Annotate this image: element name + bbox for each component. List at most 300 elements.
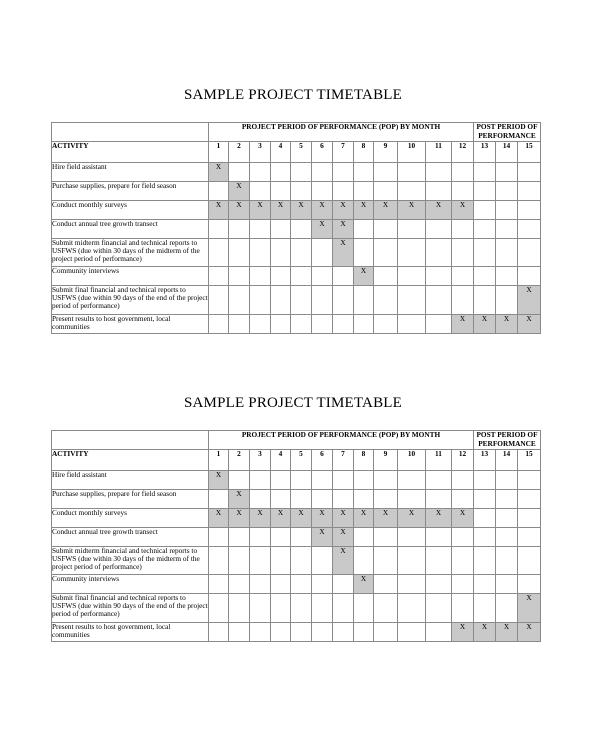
schedule-cell [291, 239, 312, 267]
schedule-cell [229, 471, 250, 490]
schedule-cell [474, 509, 496, 528]
schedule-cell [398, 528, 426, 547]
page-title: SAMPLE PROJECT TIMETABLE [183, 395, 403, 411]
schedule-cell [496, 490, 518, 509]
schedule-cell [426, 163, 452, 182]
schedule-cell [312, 547, 333, 575]
schedule-mark: X [229, 490, 250, 509]
schedule-cell [374, 528, 398, 547]
schedule-mark: X [374, 509, 398, 528]
schedule-cell [398, 575, 426, 594]
schedule-cell [291, 471, 312, 490]
schedule-cell [374, 182, 398, 201]
table-row [52, 239, 541, 267]
schedule-cell [474, 239, 496, 267]
schedule-cell [354, 315, 374, 334]
schedule-mark: X [452, 623, 474, 642]
post-period-header: POST PERIOD OF PERFORMANCE [474, 431, 541, 450]
month-number: 3 [250, 450, 271, 471]
schedule-cell [426, 490, 452, 509]
schedule-cell [250, 471, 271, 490]
schedule-cell [518, 471, 541, 490]
schedule-cell [271, 623, 291, 642]
header-blank-cell [52, 123, 209, 142]
schedule-cell [333, 182, 354, 201]
schedule-cell [333, 267, 354, 286]
timetable [51, 122, 541, 334]
schedule-mark: X [209, 163, 229, 182]
schedule-mark: X [354, 509, 374, 528]
month-number: 3 [250, 142, 271, 163]
month-number: 5 [291, 450, 312, 471]
schedule-cell [496, 575, 518, 594]
schedule-mark: X [452, 509, 474, 528]
table-row [52, 267, 541, 286]
schedule-cell [291, 315, 312, 334]
schedule-cell [312, 471, 333, 490]
schedule-cell [398, 267, 426, 286]
schedule-cell [229, 220, 250, 239]
schedule-cell [426, 623, 452, 642]
activity-label: Submit midterm financial and technical reports to USFWS (due within 30 days of the midterm of the project period of performance) [52, 239, 209, 267]
schedule-cell [250, 528, 271, 547]
schedule-cell [250, 182, 271, 201]
schedule-mark: X [312, 220, 333, 239]
schedule-mark: X [333, 201, 354, 220]
header-row [52, 431, 541, 450]
month-number: 15 [518, 450, 541, 471]
month-header-row [52, 450, 541, 471]
schedule-cell [229, 286, 250, 315]
schedule-cell [518, 547, 541, 575]
schedule-cell [474, 528, 496, 547]
schedule-mark: X [312, 509, 333, 528]
schedule-mark: X [354, 201, 374, 220]
schedule-cell [518, 575, 541, 594]
activity-label: Conduct monthly surveys [52, 509, 209, 528]
table-row [52, 201, 541, 220]
schedule-cell [209, 490, 229, 509]
schedule-cell [426, 182, 452, 201]
schedule-cell [271, 220, 291, 239]
schedule-cell [291, 163, 312, 182]
schedule-cell [229, 547, 250, 575]
month-number: 11 [426, 142, 452, 163]
schedule-cell [374, 623, 398, 642]
schedule-cell [374, 239, 398, 267]
schedule-mark: X [291, 509, 312, 528]
schedule-cell [250, 575, 271, 594]
schedule-mark: X [518, 315, 541, 334]
schedule-cell [398, 594, 426, 623]
schedule-cell [354, 547, 374, 575]
table-row [52, 547, 541, 575]
schedule-cell [496, 267, 518, 286]
schedule-mark: X [333, 239, 354, 267]
schedule-cell [398, 239, 426, 267]
schedule-cell [474, 267, 496, 286]
schedule-cell [452, 182, 474, 201]
activity-label: Submit final financial and technical reports to USFWS (due within 90 days of the end of the project period of performance) [52, 594, 209, 623]
month-number: 1 [209, 450, 229, 471]
month-number: 13 [474, 142, 496, 163]
month-number: 6 [312, 450, 333, 471]
schedule-cell [271, 490, 291, 509]
schedule-cell [312, 490, 333, 509]
schedule-mark: X [312, 201, 333, 220]
schedule-mark: X [250, 509, 271, 528]
schedule-cell [271, 163, 291, 182]
page-title: SAMPLE PROJECT TIMETABLE [183, 87, 403, 103]
schedule-mark: X [209, 509, 229, 528]
schedule-cell [452, 528, 474, 547]
table-row [52, 575, 541, 594]
schedule-cell [452, 163, 474, 182]
schedule-cell [398, 182, 426, 201]
schedule-cell [291, 286, 312, 315]
month-number: 2 [229, 450, 250, 471]
schedule-cell [398, 220, 426, 239]
schedule-cell [250, 547, 271, 575]
schedule-cell [518, 528, 541, 547]
month-number: 1 [209, 142, 229, 163]
schedule-cell [271, 575, 291, 594]
schedule-cell [291, 528, 312, 547]
schedule-cell [271, 182, 291, 201]
schedule-cell [209, 267, 229, 286]
month-number: 12 [452, 142, 474, 163]
schedule-cell [354, 528, 374, 547]
schedule-cell [250, 623, 271, 642]
schedule-mark: X [333, 509, 354, 528]
schedule-cell [250, 286, 271, 315]
schedule-cell [398, 490, 426, 509]
schedule-mark: X [271, 201, 291, 220]
schedule-cell [496, 471, 518, 490]
month-number: 13 [474, 450, 496, 471]
schedule-cell [374, 490, 398, 509]
activity-label: Purchase supplies, prepare for field season [52, 490, 209, 509]
month-number: 11 [426, 450, 452, 471]
schedule-cell [452, 286, 474, 315]
schedule-cell [312, 315, 333, 334]
timetable-section-1 [0, 87, 600, 347]
schedule-cell [229, 623, 250, 642]
month-number: 4 [271, 450, 291, 471]
schedule-cell [398, 163, 426, 182]
month-number: 10 [398, 142, 426, 163]
activity-label: Submit midterm financial and technical reports to USFWS (due within 30 days of the midterm of the project period of performance) [52, 547, 209, 575]
schedule-cell [518, 201, 541, 220]
schedule-cell [398, 623, 426, 642]
schedule-cell [291, 575, 312, 594]
schedule-cell [333, 471, 354, 490]
table-row [52, 528, 541, 547]
schedule-cell [271, 239, 291, 267]
schedule-cell [271, 547, 291, 575]
schedule-cell [209, 239, 229, 267]
schedule-mark: X [426, 509, 452, 528]
schedule-cell [333, 490, 354, 509]
schedule-cell [398, 286, 426, 315]
schedule-cell [209, 594, 229, 623]
activity-header: ACTIVITY [52, 142, 209, 163]
schedule-cell [229, 163, 250, 182]
table-row [52, 471, 541, 490]
month-number: 8 [354, 142, 374, 163]
schedule-cell [496, 509, 518, 528]
schedule-cell [354, 163, 374, 182]
schedule-cell [398, 315, 426, 334]
month-number: 7 [333, 142, 354, 163]
schedule-cell [452, 239, 474, 267]
table-row [52, 490, 541, 509]
month-header-row [52, 142, 541, 163]
schedule-mark: X [333, 547, 354, 575]
schedule-cell [250, 163, 271, 182]
header-row [52, 123, 541, 142]
month-number: 7 [333, 450, 354, 471]
activity-label: Present results to host government, local communities [52, 623, 209, 642]
schedule-cell [333, 594, 354, 623]
schedule-cell [496, 594, 518, 623]
schedule-cell [474, 182, 496, 201]
schedule-cell [312, 182, 333, 201]
schedule-mark: X [426, 201, 452, 220]
schedule-cell [354, 490, 374, 509]
schedule-cell [250, 315, 271, 334]
schedule-cell [474, 594, 496, 623]
schedule-mark: X [398, 509, 426, 528]
schedule-cell [496, 547, 518, 575]
post-period-header: POST PERIOD OF PERFORMANCE [474, 123, 541, 142]
schedule-mark: X [474, 623, 496, 642]
schedule-cell [354, 182, 374, 201]
table-row [52, 163, 541, 182]
schedule-cell [291, 623, 312, 642]
schedule-cell [271, 267, 291, 286]
schedule-cell [452, 575, 474, 594]
schedule-cell [271, 315, 291, 334]
schedule-cell [209, 528, 229, 547]
schedule-cell [474, 471, 496, 490]
schedule-cell [452, 594, 474, 623]
month-number: 8 [354, 450, 374, 471]
month-number: 12 [452, 450, 474, 471]
schedule-cell [291, 490, 312, 509]
schedule-cell [271, 594, 291, 623]
schedule-cell [518, 509, 541, 528]
schedule-cell [354, 471, 374, 490]
schedule-cell [518, 220, 541, 239]
schedule-cell [374, 575, 398, 594]
schedule-cell [426, 594, 452, 623]
month-number: 2 [229, 142, 250, 163]
schedule-cell [250, 594, 271, 623]
schedule-cell [354, 239, 374, 267]
schedule-cell [209, 182, 229, 201]
month-number: 6 [312, 142, 333, 163]
schedule-cell [426, 575, 452, 594]
schedule-cell [452, 471, 474, 490]
activity-label: Hire field assistant [52, 471, 209, 490]
schedule-mark: X [398, 201, 426, 220]
schedule-cell [333, 315, 354, 334]
activity-label: Community interviews [52, 575, 209, 594]
activity-label: Hire field assistant [52, 163, 209, 182]
schedule-cell [291, 547, 312, 575]
schedule-cell [426, 471, 452, 490]
month-number: 15 [518, 142, 541, 163]
schedule-cell [291, 267, 312, 286]
schedule-cell [496, 528, 518, 547]
schedule-cell [374, 220, 398, 239]
schedule-cell [229, 267, 250, 286]
month-number: 14 [496, 450, 518, 471]
schedule-cell [374, 315, 398, 334]
schedule-cell [229, 239, 250, 267]
schedule-cell [271, 528, 291, 547]
schedule-cell [426, 286, 452, 315]
schedule-cell [250, 267, 271, 286]
schedule-mark: X [518, 286, 541, 315]
schedule-cell [496, 201, 518, 220]
table-row [52, 182, 541, 201]
schedule-cell [474, 163, 496, 182]
schedule-cell [374, 267, 398, 286]
schedule-cell [452, 267, 474, 286]
schedule-cell [474, 575, 496, 594]
schedule-mark: X [374, 201, 398, 220]
schedule-cell [474, 220, 496, 239]
schedule-mark: X [229, 201, 250, 220]
schedule-cell [312, 163, 333, 182]
schedule-cell [452, 490, 474, 509]
activity-label: Conduct monthly surveys [52, 201, 209, 220]
schedule-cell [474, 547, 496, 575]
schedule-cell [209, 547, 229, 575]
schedule-mark: X [229, 182, 250, 201]
schedule-cell [452, 547, 474, 575]
schedule-cell [426, 528, 452, 547]
schedule-mark: X [496, 623, 518, 642]
schedule-mark: X [452, 315, 474, 334]
schedule-cell [426, 267, 452, 286]
timetable [51, 430, 541, 642]
schedule-cell [312, 286, 333, 315]
activity-label: Conduct annual tree growth transect [52, 528, 209, 547]
schedule-mark: X [452, 201, 474, 220]
schedule-mark: X [333, 528, 354, 547]
month-number: 9 [374, 450, 398, 471]
schedule-cell [354, 286, 374, 315]
table-row [52, 594, 541, 623]
schedule-cell [312, 267, 333, 286]
schedule-cell [209, 286, 229, 315]
schedule-cell [354, 623, 374, 642]
table-row [52, 509, 541, 528]
schedule-cell [374, 286, 398, 315]
schedule-cell [333, 163, 354, 182]
activity-label: Conduct annual tree growth transect [52, 220, 209, 239]
schedule-cell [271, 471, 291, 490]
schedule-cell [474, 286, 496, 315]
schedule-cell [398, 547, 426, 575]
schedule-cell [250, 220, 271, 239]
schedule-cell [426, 547, 452, 575]
schedule-cell [426, 220, 452, 239]
schedule-cell [426, 315, 452, 334]
schedule-mark: X [312, 528, 333, 547]
schedule-mark: X [271, 509, 291, 528]
table-row [52, 220, 541, 239]
schedule-cell [518, 163, 541, 182]
schedule-cell [518, 239, 541, 267]
schedule-cell [474, 201, 496, 220]
schedule-cell [374, 471, 398, 490]
schedule-mark: X [518, 594, 541, 623]
schedule-cell [518, 490, 541, 509]
schedule-mark: X [354, 267, 374, 286]
activity-header: ACTIVITY [52, 450, 209, 471]
schedule-cell [374, 547, 398, 575]
schedule-cell [452, 220, 474, 239]
schedule-cell [209, 315, 229, 334]
schedule-cell [291, 220, 312, 239]
schedule-cell [312, 623, 333, 642]
pop-header: PROJECT PERIOD OF PERFORMANCE (POP) BY MONTH [209, 123, 474, 142]
activity-label: Present results to host government, local communities [52, 315, 209, 334]
schedule-cell [426, 239, 452, 267]
schedule-cell [496, 220, 518, 239]
table-row [52, 315, 541, 334]
schedule-cell [333, 286, 354, 315]
activity-label: Purchase supplies, prepare for field season [52, 182, 209, 201]
schedule-cell [229, 528, 250, 547]
schedule-cell [496, 163, 518, 182]
header-blank-cell [52, 431, 209, 450]
schedule-cell [354, 594, 374, 623]
schedule-cell [333, 575, 354, 594]
table-row [52, 623, 541, 642]
month-number: 10 [398, 450, 426, 471]
schedule-cell [271, 286, 291, 315]
schedule-cell [209, 623, 229, 642]
schedule-cell [229, 575, 250, 594]
schedule-cell [398, 471, 426, 490]
activity-label: Submit final financial and technical reports to USFWS (due within 90 days of the end of the project period of performance) [52, 286, 209, 315]
schedule-mark: X [209, 201, 229, 220]
schedule-mark: X [518, 623, 541, 642]
schedule-cell [496, 286, 518, 315]
schedule-cell [209, 575, 229, 594]
schedule-cell [374, 594, 398, 623]
schedule-mark: X [474, 315, 496, 334]
schedule-mark: X [333, 220, 354, 239]
month-number: 4 [271, 142, 291, 163]
activity-label: Community interviews [52, 267, 209, 286]
month-number: 9 [374, 142, 398, 163]
schedule-cell [312, 594, 333, 623]
schedule-mark: X [354, 575, 374, 594]
schedule-cell [291, 594, 312, 623]
timetable-section-2 [0, 395, 600, 655]
month-number: 14 [496, 142, 518, 163]
schedule-mark: X [229, 509, 250, 528]
month-number: 5 [291, 142, 312, 163]
table-row [52, 286, 541, 315]
schedule-cell [496, 239, 518, 267]
